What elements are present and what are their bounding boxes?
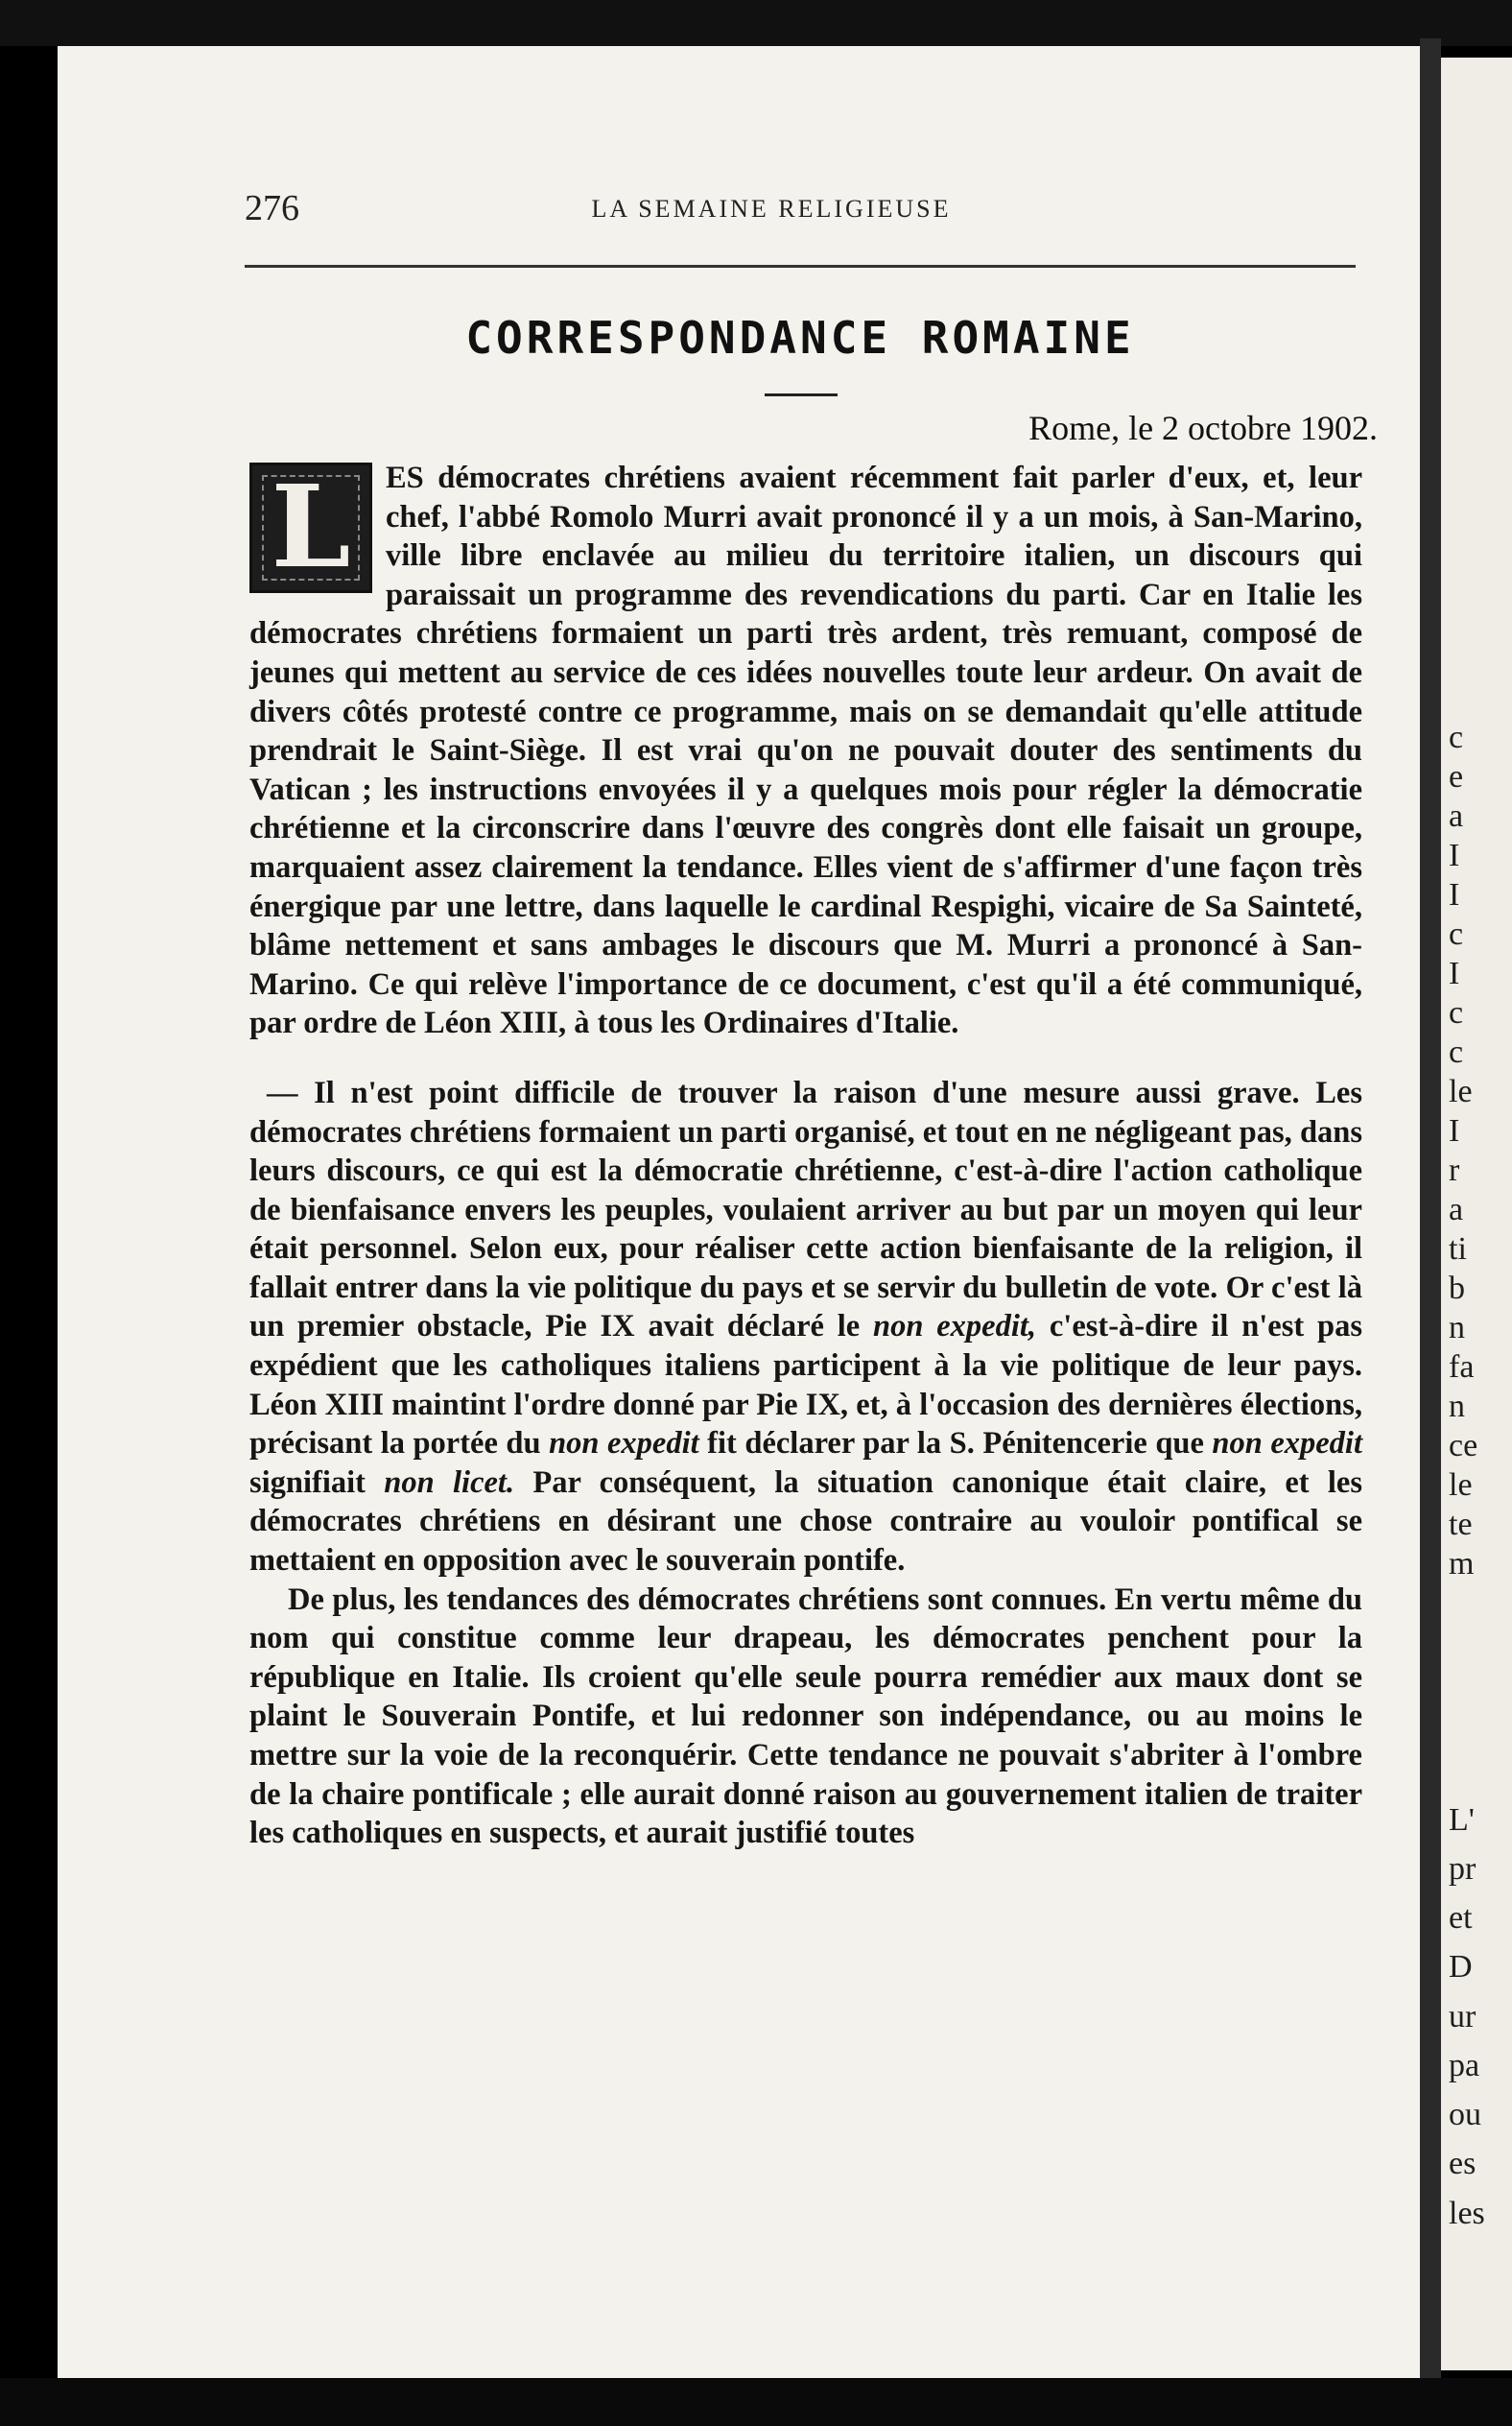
adjacent-page-fragment: c xyxy=(1449,995,1464,1031)
adjacent-page-fragment: le xyxy=(1449,1467,1473,1503)
adjacent-page-fragment: b xyxy=(1449,1271,1465,1306)
adjacent-page-fragment: I xyxy=(1449,1113,1460,1149)
adjacent-page-fragment: L' xyxy=(1449,1801,1475,1838)
paragraph-1-text: ES démocrates chrétiens avaient récemment fait parler d'eux, et, leur chef, l'abbé Romolo Murri avait prononcé il y a un mois, à San-Marino, ville libre enclavée au milieu du territoire italien, un discours qui paraissait un programme des revendications du parti. Car en Italie les démocrates chrétiens formaient un parti très ardent, très remuant, composé de jeunes qui mettent au service de ces idées nouvelles toute leur ardeur. On avait de divers côtés protesté contre ce programme, mais on se demandait qu'elle attitude prendrait le Saint-Siège. Il est vrai qu'on ne pouvait douter des sentiments du Vatican ; les instructions envoyées il y a quelques mois pour régler la démocratie chrétienne et la circonscrire dans l'œuvre des congrès dont elle faisait un groupe, marquaient assez clairement la tendance. Elles vient de s'affirmer d'une façon très énergique par une lettre, dans laquelle le cardinal Respighi, vicaire de Sa Sainteté, blâme nettement et sans ambages le discours que M. Murri a prononcé à San-Marino. Ce qui relève l'importance de ce document, c'est qu'il a été communiqué, par ordre de Léon XIII, à tous les Ordinaires d'Italie. xyxy=(249,461,1362,1041)
paragraph-1 xyxy=(249,459,1362,1043)
paragraph-2 xyxy=(249,1074,1362,1581)
article-title: CORRESPONDANCE ROMAINE xyxy=(465,312,1135,364)
running-head: LA SEMAINE RELIGIEUSE xyxy=(591,195,952,223)
adjacent-page-fragment: es xyxy=(1449,2146,1477,2182)
scan-bottom-border xyxy=(0,2378,1512,2426)
adjacent-page-fragment: ur xyxy=(1449,1998,1477,2034)
adjacent-page-fragment: ti xyxy=(1449,1231,1467,1267)
paragraph-2-italic-4: non licet. xyxy=(384,1464,515,1500)
adjacent-page-fragment: ou xyxy=(1449,2097,1481,2132)
adjacent-page-fragment: n xyxy=(1449,1389,1465,1424)
adjacent-page-fragment: fa xyxy=(1449,1349,1475,1385)
adjacent-page-fragment: c xyxy=(1449,720,1464,755)
page-header xyxy=(187,187,1356,235)
paragraph-2-text-5: Par conséquent, la situation canonique était claire, et les démocrates chrétiens en désirant une chose contraire au vouloir pontifical se mettaient en opposition avec le souverain pontife. xyxy=(249,1464,1362,1579)
adjacent-page-fragment: D xyxy=(1449,1949,1473,1986)
article-body xyxy=(249,459,1362,1853)
adjacent-page-fragment: I xyxy=(1449,877,1460,913)
adjacent-page-fragment: e xyxy=(1449,759,1464,795)
adjacent-page-fragment: a xyxy=(1449,1192,1464,1227)
page-number: 276 xyxy=(245,188,299,228)
adjacent-page-fragment: pr xyxy=(1449,1850,1477,1887)
adjacent-page-edge xyxy=(1441,58,1512,2370)
adjacent-page-fragment: les xyxy=(1449,2195,1485,2231)
adjacent-page-fragment: c xyxy=(1449,1035,1464,1070)
paragraph-2-text-3: fit déclarer par la S. Pénitencerie que xyxy=(698,1426,1213,1462)
adjacent-page-fragment: c xyxy=(1449,916,1464,952)
adjacent-page-fragment: et xyxy=(1449,1900,1473,1936)
scan-top-border xyxy=(0,0,1512,46)
paragraph-2-text-2: c'est-à-dire il n'est pas expédient que les catholiques italiens participent à la vie politique de leur pays. Léon XIII maintint l'ordre donné par Pie IX, et, à l'occasion des dernières élections, précisant la portée du xyxy=(249,1309,1362,1462)
dropcap-letter: L xyxy=(271,460,351,593)
paragraph-2-text-1: — Il n'est point difficile de trouver la raison d'une mesure aussi grave. Les démocrates chrétiens formaient un parti organisé, et tout en ne négligeant pas, dans leurs discours, ce qui est la démocratie chrétienne, c'est-à-dire l'action catholique de bienfaisance envers les peuples, voulaient arriver au but par un moyen qui leur était personnel. Selon eux, pour réaliser cette action bienfaisante de la religion, il fallait entrer dans la vie politique du pays et se servir du bulletin de vote. Or c'est là un premier obstacle, Pie IX avait déclaré le xyxy=(249,1075,1362,1344)
book-gutter xyxy=(1420,38,1441,2399)
paragraph-2-italic-3: non expedit xyxy=(1212,1426,1362,1462)
adjacent-page-fragment: n xyxy=(1449,1310,1465,1345)
adjacent-page-fragment: r xyxy=(1449,1153,1460,1188)
adjacent-page-fragment: ce xyxy=(1449,1428,1478,1463)
paragraph-2-italic-2: non expedit xyxy=(549,1426,699,1462)
title-rule xyxy=(765,393,838,396)
paragraph-3: De plus, les tendances des démocrates chrétiens sont connues. En vertu même du nom qui constitue comme leur drapeau, les démocrates penchent pour la république en Italie. Ils croient qu'elle seule pourra remédier aux maux dont se plaint le Souverain Pontife, et lui redonner son indépendance, ou au moins le mettre sur la voie de la reconquérir. Cette tendance ne pouvait s'abriter à l'ombre de la chaire pontificale ; elle aurait donné raison au gouvernement italien de traiter les catholiques en suspects, et aurait justifié toutes xyxy=(249,1582,1362,1851)
paragraph-2-text-4: signifiait xyxy=(249,1464,385,1500)
adjacent-page-fragment: I xyxy=(1449,838,1460,873)
dateline: Rome, le 2 octobre 1902. xyxy=(1028,409,1378,447)
paragraph-2-italic-1: non expedit, xyxy=(873,1309,1037,1344)
adjacent-page-fragment: a xyxy=(1449,798,1464,834)
dropcap-ornament xyxy=(249,460,372,593)
adjacent-page-fragment: te xyxy=(1449,1507,1473,1542)
adjacent-page-fragment: m xyxy=(1449,1546,1475,1582)
adjacent-page-fragment: le xyxy=(1449,1074,1473,1109)
adjacent-page-fragment: I xyxy=(1449,956,1460,991)
header-rule xyxy=(245,265,1356,268)
adjacent-page-fragment: pa xyxy=(1449,2047,1480,2083)
